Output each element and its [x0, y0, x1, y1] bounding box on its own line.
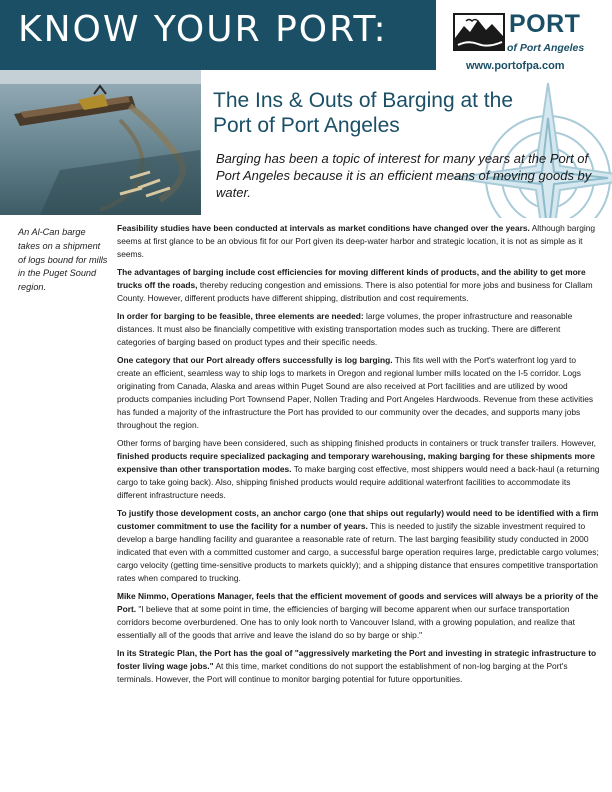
paragraph	[117, 647, 600, 686]
paragraph	[117, 266, 600, 305]
paragraph-lead: Mike Nimmo, Operations Manager, feels that the efficient movement of goods and services will always be a priority of the Port.	[117, 591, 599, 614]
paragraph	[117, 310, 600, 349]
paragraph	[117, 354, 600, 432]
paragraph-pre: Other forms of barging have been considered, such as shipping finished products in containers or truck transfer trailers. However,	[117, 438, 597, 448]
header-banner	[0, 0, 436, 70]
paragraph-text: large volumes, the proper infrastructure and reasonable distances. It must also be financially competitive with existing transportation modes such as trucking. There are different categories of barging based on product types and their specific needs.	[117, 311, 573, 347]
paragraph-lead: To justify those development costs, an anchor cargo (one that ships out regularly) would need to be identified with a firm customer commitment to use the facility for a number of years.	[117, 508, 599, 531]
paragraph-lead: In order for barging to be feasible, three elements are needed:	[117, 311, 364, 321]
photo-caption: An Al-Can barge takes on a shipment of logs bound for mills in the Puget Sound region.	[18, 227, 108, 293]
paragraph	[117, 437, 600, 502]
paragraph-text: This fits well with the Port's waterfront log yard to create an efficient, seamless way to ship logs to markets in Oregon and regional lumber mills located on the I-5 corridor. Logs originating from Canada, Alaska and areas within Puget Sound are also received at Port facilities and are utilized by wood products companies including Port Townsend Paper, Nollen Trading and Port Angeles Hardwoods. Revenue from these activities has funded a majority of the infrastructure the Port has provided to our community over the decades, and supports many jobs throughout the region.	[117, 355, 594, 430]
website-link[interactable]: www.portofpa.com	[466, 60, 565, 72]
paragraph-text: "I believe that at some point in time, the efficiencies of barging will become apparent when our surface transportation corridors become overburdened. One has to only look north to Vancouver Island, with a growing population, and realize that essentially all of the goods that arrive and leave the island do so by barge or ship."	[117, 604, 575, 640]
paragraph-lead: One category that our Port already offers successfully is log barging.	[117, 355, 393, 365]
banner-title: KNOW YOUR PORT:	[18, 9, 388, 50]
article-body	[117, 222, 600, 691]
paragraph-lead: The advantages of barging include cost efficiencies for moving different kinds of products, and the ability to get more trucks off the roads,	[117, 267, 586, 290]
paragraph	[117, 507, 600, 585]
page-title: The Ins & Outs of Barging at the Port of Port Angeles	[213, 89, 513, 137]
logo-mark-icon	[452, 12, 506, 52]
intro-text: Barging has been a topic of interest for many years at the Port of Port Angeles because it is an efficient means of moving goods by water.	[216, 151, 592, 200]
port-logo[interactable]	[452, 12, 602, 58]
logo-subtitle: of Port Angeles	[507, 42, 585, 54]
paragraph	[117, 222, 600, 261]
paragraph-lead: finished products require specialized packaging and temporary warehousing, making barging for these shipments more expensive than other transportation modes.	[117, 451, 595, 474]
paragraph	[117, 590, 600, 642]
paragraph-text: This is needed to justify the sizable investment required to develop a barge handling facility and guarantee a reasonable rate of return. The last barging feasibility study conducted in 2000 indicated that even with a committed customer and cargo, a successful barge operation requires large, predictable cargo volumes; cargo velocity (getting time-sensitive products to markets quickly); and a shipping distance that ensures competitive transportation rates when compared to trucking.	[117, 521, 599, 583]
barge-photo-icon	[0, 70, 201, 215]
paragraph-text: thereby reducing congestion and emissions. There is also potential for more jobs and business for Clallam County. However, different products have different shipping, distribution and cost requirements.	[117, 280, 593, 303]
paragraph-text: To make barging cost effective, most shippers would need a back-haul (a returning cargo to take going back). Also, shipping finished products would require additional waterfront facilities to accommodate its different infrastructure needs.	[117, 464, 600, 500]
paragraph-text: Although barging seems at first glance to be an obvious fit for our Port given its deep-water harbor and strategic location, it is not as simple as it seems.	[117, 223, 596, 259]
paragraph-lead: In its Strategic Plan, the Port has the goal of "aggressively marketing the Port and investing in strategic infrastructure to foster living wage jobs."	[117, 648, 597, 671]
paragraph-lead: Feasibility studies have been conducted at intervals as market conditions have changed over the years.	[117, 223, 530, 233]
paragraph-text: At this time, market conditions do not support the establishment of non-log barging at the Port's terminals. However, the Port will continue to monitor barging potential for future opportunities.	[117, 661, 568, 684]
logo-wordmark: PORT	[509, 10, 581, 38]
